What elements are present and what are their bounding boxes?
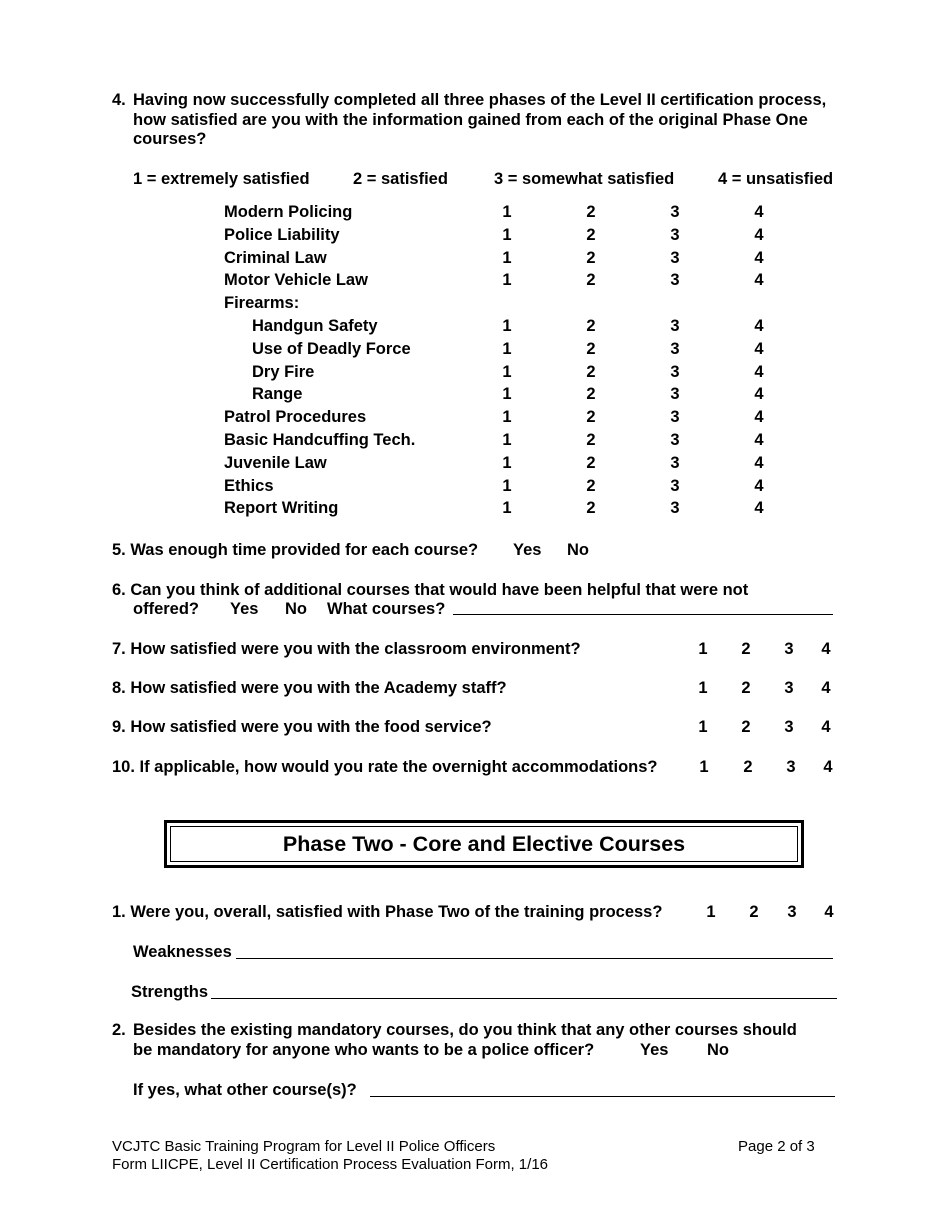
course-label: Criminal Law (224, 248, 327, 267)
rating-option-3[interactable]: 3 (670, 499, 680, 518)
rating-option-4[interactable]: 4 (754, 385, 764, 404)
rating-option-4[interactable]: 4 (754, 271, 764, 290)
rating-option-1[interactable]: 1 (502, 248, 512, 267)
question-7-rating-1[interactable]: 1 (698, 640, 708, 658)
phase-two-question-2-yes[interactable]: Yes (640, 1041, 669, 1059)
question-9-rating-4[interactable]: 4 (821, 718, 831, 736)
rating-option-3[interactable]: 3 (670, 385, 680, 404)
question-4-text: Having now successfully completed all three phases of the Level II certification process, how satisfied are you with the information gained from each of the original Phase One courses? (133, 91, 827, 148)
rating-option-3[interactable]: 3 (670, 225, 680, 244)
rating-option-2[interactable]: 2 (586, 339, 596, 358)
rating-option-2[interactable]: 2 (586, 499, 596, 518)
course-row (0, 499, 950, 521)
phase-two-question-1-rating-1[interactable]: 1 (706, 903, 716, 921)
rating-option-1[interactable]: 1 (502, 339, 512, 358)
course-label: Handgun Safety (252, 317, 378, 335)
question-6-offered: offered? (133, 600, 199, 618)
question-6-no[interactable]: No (285, 600, 307, 618)
rating-option-2[interactable]: 2 (586, 453, 596, 472)
rating-option-1[interactable]: 1 (502, 431, 512, 449)
phase-two-question-2-text-line2: be mandatory for anyone who wants to be a police officer? (133, 1041, 595, 1059)
rating-option-4[interactable]: 4 (754, 499, 764, 518)
legend-extremely-satisfied: 1 = extremely satisfied (133, 170, 310, 188)
course-row (0, 340, 950, 362)
course-label: Firearms: (224, 294, 300, 313)
course-label: Basic Handcuffing Tech. (224, 431, 416, 449)
legend-satisfied: 2 = satisfied (353, 170, 448, 188)
rating-option-2[interactable]: 2 (586, 203, 596, 221)
rating-option-3[interactable]: 3 (670, 271, 680, 290)
rating-option-4[interactable]: 4 (754, 248, 764, 267)
other-courses-label: If yes, what other course(s)? (133, 1081, 357, 1099)
rating-option-4[interactable]: 4 (754, 408, 764, 427)
phase-two-question-2-number: 2. (112, 1021, 126, 1039)
course-row (0, 363, 950, 385)
rating-option-2[interactable]: 2 (586, 385, 596, 404)
question-10-rating-3[interactable]: 3 (786, 758, 796, 776)
rating-option-4[interactable]: 4 (754, 453, 764, 472)
rating-option-4[interactable]: 4 (754, 317, 764, 335)
question-6-what-courses: What courses? (327, 600, 446, 618)
question-5-yes[interactable]: Yes (513, 541, 542, 559)
course-label: Use of Deadly Force (252, 339, 411, 358)
rating-option-3[interactable]: 3 (670, 431, 680, 449)
phase-two-title: Phase Two - Core and Elective Courses (170, 826, 798, 862)
rating-option-4[interactable]: 4 (754, 339, 764, 358)
rating-option-2[interactable]: 2 (586, 225, 596, 244)
rating-option-2[interactable]: 2 (586, 248, 596, 267)
legend-somewhat-satisfied: 3 = somewhat satisfied (494, 170, 675, 188)
phase-two-question-2-text: Besides the existing mandatory courses, do you think that any other courses should (133, 1021, 797, 1039)
course-row (0, 226, 950, 248)
question-5 (112, 541, 478, 560)
question-4 (112, 91, 842, 150)
course-row (0, 249, 950, 271)
rating-option-2[interactable]: 2 (586, 271, 596, 290)
question-8: 8. How satisfied were you with the Academy staff? (112, 679, 507, 697)
rating-option-4[interactable]: 4 (754, 225, 764, 244)
rating-option-3[interactable]: 3 (670, 203, 680, 221)
question-8-rating-4[interactable]: 4 (821, 679, 831, 697)
phase-two-question-1-rating-2[interactable]: 2 (749, 903, 759, 921)
rating-option-1[interactable]: 1 (502, 385, 512, 404)
question-5-no[interactable]: No (567, 541, 589, 559)
course-label: Ethics (224, 476, 274, 495)
weaknesses-answer-line[interactable] (236, 958, 833, 959)
rating-option-3[interactable]: 3 (670, 339, 680, 358)
question-7-rating-2[interactable]: 2 (741, 640, 751, 658)
question-6-text: 6. Can you think of additional courses that would have been helpful that were not (112, 581, 749, 599)
rating-option-3[interactable]: 3 (670, 453, 680, 472)
rating-option-1[interactable]: 1 (502, 225, 512, 244)
course-label: Range (252, 385, 303, 404)
rating-option-1[interactable]: 1 (502, 476, 512, 495)
question-8-rating-1[interactable]: 1 (698, 679, 708, 697)
rating-option-4[interactable]: 4 (754, 431, 764, 449)
rating-option-3[interactable]: 3 (670, 248, 680, 267)
phase-two-question-1-rating-4[interactable]: 4 (824, 903, 834, 921)
question-10-rating-4[interactable]: 4 (823, 758, 833, 776)
strengths-answer-line[interactable] (211, 998, 837, 999)
rating-option-2[interactable]: 2 (586, 317, 596, 335)
rating-option-1[interactable]: 1 (502, 408, 512, 427)
rating-option-3[interactable]: 3 (670, 362, 680, 381)
question-7: 7. How satisfied were you with the classroom environment? (112, 640, 581, 658)
footer-program-name: VCJTC Basic Training Program for Level II Police Officers (112, 1138, 496, 1155)
rating-option-2[interactable]: 2 (586, 408, 596, 427)
question-4-number: 4. (112, 91, 126, 109)
rating-option-2[interactable]: 2 (586, 362, 596, 381)
course-label: Dry Fire (252, 362, 315, 381)
rating-option-4[interactable]: 4 (754, 203, 764, 221)
question-10-rating-2[interactable]: 2 (743, 758, 753, 776)
rating-option-1[interactable]: 1 (502, 499, 512, 518)
course-row (0, 408, 950, 430)
course-row (0, 203, 950, 225)
course-row (0, 431, 950, 453)
rating-option-4[interactable]: 4 (754, 476, 764, 495)
question-10-rating-1[interactable]: 1 (699, 758, 709, 776)
question-5-text: 5. Was enough time provided for each course? (112, 541, 479, 559)
course-row (0, 294, 950, 316)
question-7-rating-3[interactable]: 3 (784, 640, 794, 658)
rating-option-1[interactable]: 1 (502, 203, 512, 221)
rating-option-1[interactable]: 1 (502, 317, 512, 335)
question-9-rating-3[interactable]: 3 (784, 718, 794, 736)
course-label: Juvenile Law (224, 453, 327, 472)
question-6-answer-line[interactable] (453, 614, 833, 615)
phase-two-question-1-rating-3[interactable]: 3 (787, 903, 797, 921)
question-7-rating-4[interactable]: 4 (821, 640, 831, 658)
course-label: Police Liability (224, 225, 340, 244)
page-number: Page 2 of 3 (738, 1138, 815, 1155)
course-label: Motor Vehicle Law (224, 271, 368, 290)
course-label: Patrol Procedures (224, 408, 367, 427)
strengths-label: Strengths (131, 983, 209, 1001)
legend-unsatisfied: 4 = unsatisfied (718, 170, 834, 188)
rating-option-2[interactable]: 2 (586, 476, 596, 495)
phase-two-question-1: 1. Were you, overall, satisfied with Phase Two of the training process? (112, 903, 663, 921)
rating-option-3[interactable]: 3 (670, 408, 680, 427)
rating-option-3[interactable]: 3 (670, 317, 680, 335)
course-label: Report Writing (224, 499, 339, 518)
rating-option-1[interactable]: 1 (502, 362, 512, 381)
question-10: 10. If applicable, how would you rate the overnight accommodations? (112, 758, 658, 776)
rating-option-1[interactable]: 1 (502, 271, 512, 290)
rating-option-3[interactable]: 3 (670, 476, 680, 495)
course-row (0, 317, 950, 339)
course-row (0, 271, 950, 293)
question-9-rating-2[interactable]: 2 (741, 718, 751, 736)
footer-form-id: Form LIICPE, Level II Certification Process Evaluation Form, 1/16 (112, 1156, 549, 1173)
question-8-rating-2[interactable]: 2 (741, 679, 751, 697)
weaknesses-label: Weaknesses (133, 943, 232, 961)
rating-option-2[interactable]: 2 (586, 431, 596, 449)
question-9-rating-1[interactable]: 1 (698, 718, 708, 736)
course-row (0, 454, 950, 476)
course-label: Modern Policing (224, 203, 353, 221)
course-row (0, 477, 950, 499)
course-row (0, 385, 950, 407)
phase-two-banner (164, 820, 804, 868)
question-8-rating-3[interactable]: 3 (784, 679, 794, 697)
other-courses-answer-line[interactable] (370, 1096, 835, 1097)
rating-option-4[interactable]: 4 (754, 362, 764, 381)
phase-two-question-2-no[interactable]: No (707, 1041, 729, 1059)
question-6-yes[interactable]: Yes (230, 600, 259, 618)
question-9: 9. How satisfied were you with the food service? (112, 718, 492, 736)
rating-option-1[interactable]: 1 (502, 453, 512, 472)
